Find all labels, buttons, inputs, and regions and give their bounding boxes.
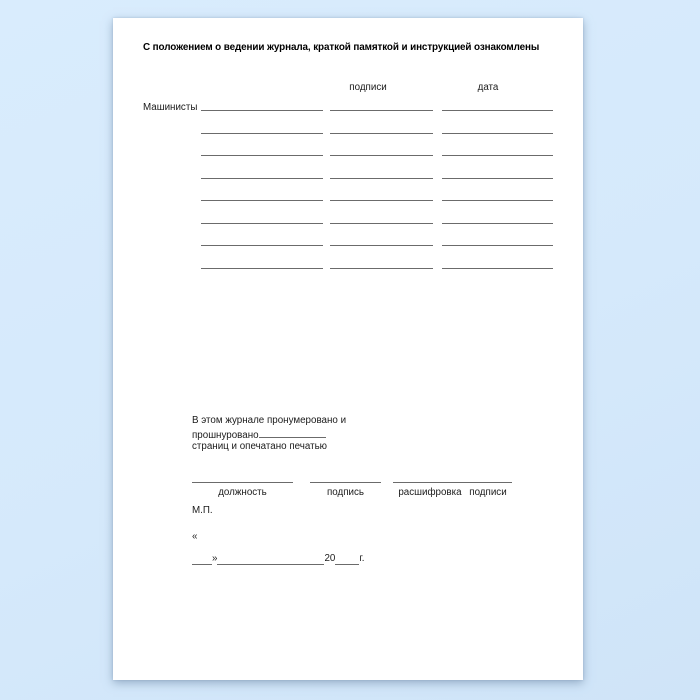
table-row [113,89,583,112]
machinists-label: Машинисты [143,102,198,113]
seal-placeholder: М.П. [192,505,213,516]
binding-note [192,415,492,453]
binding-note-line2 [192,427,492,442]
document-page [113,18,583,680]
day-blank-field [192,552,212,565]
century-prefix: 20 [324,553,336,564]
binding-note-line3: страниц и опечатано печатью [192,441,328,453]
year-suffix: г. [359,553,365,564]
signature-blank-field [330,268,433,269]
machinists-rows [113,89,583,269]
position-label: должность [218,487,267,498]
table-row [113,224,583,247]
table-row [113,111,583,134]
column-header-date: дата [477,82,499,93]
binding-note-line1: В этом журнале пронумеровано и [192,415,347,426]
transcript-blank-field [393,482,512,483]
table-row [113,179,583,202]
position-blank-field [192,482,293,483]
table-row [113,156,583,179]
table-row [113,134,583,157]
table-row [113,201,583,224]
page-title: С положением о ведении журнала, краткой памяткой и инструкцией ознакомлены [143,42,540,53]
signature-blank-field [310,482,381,483]
signature-label: подпись [326,487,365,498]
table-row [113,246,583,269]
date-line [192,551,364,565]
month-blank-field [217,552,324,565]
date-opening-quote: « [192,531,198,542]
pages-count-blank-field [259,427,326,438]
column-header-signatures: подписи [349,82,387,93]
year-blank-field [335,552,359,565]
name-blank-field [201,268,323,269]
transcript-label: расшифровка подписи [398,487,507,498]
date-blank-field [442,268,553,269]
date-closing-quote: » [212,553,218,564]
binding-note-line2-text: прошнуровано [192,429,259,441]
